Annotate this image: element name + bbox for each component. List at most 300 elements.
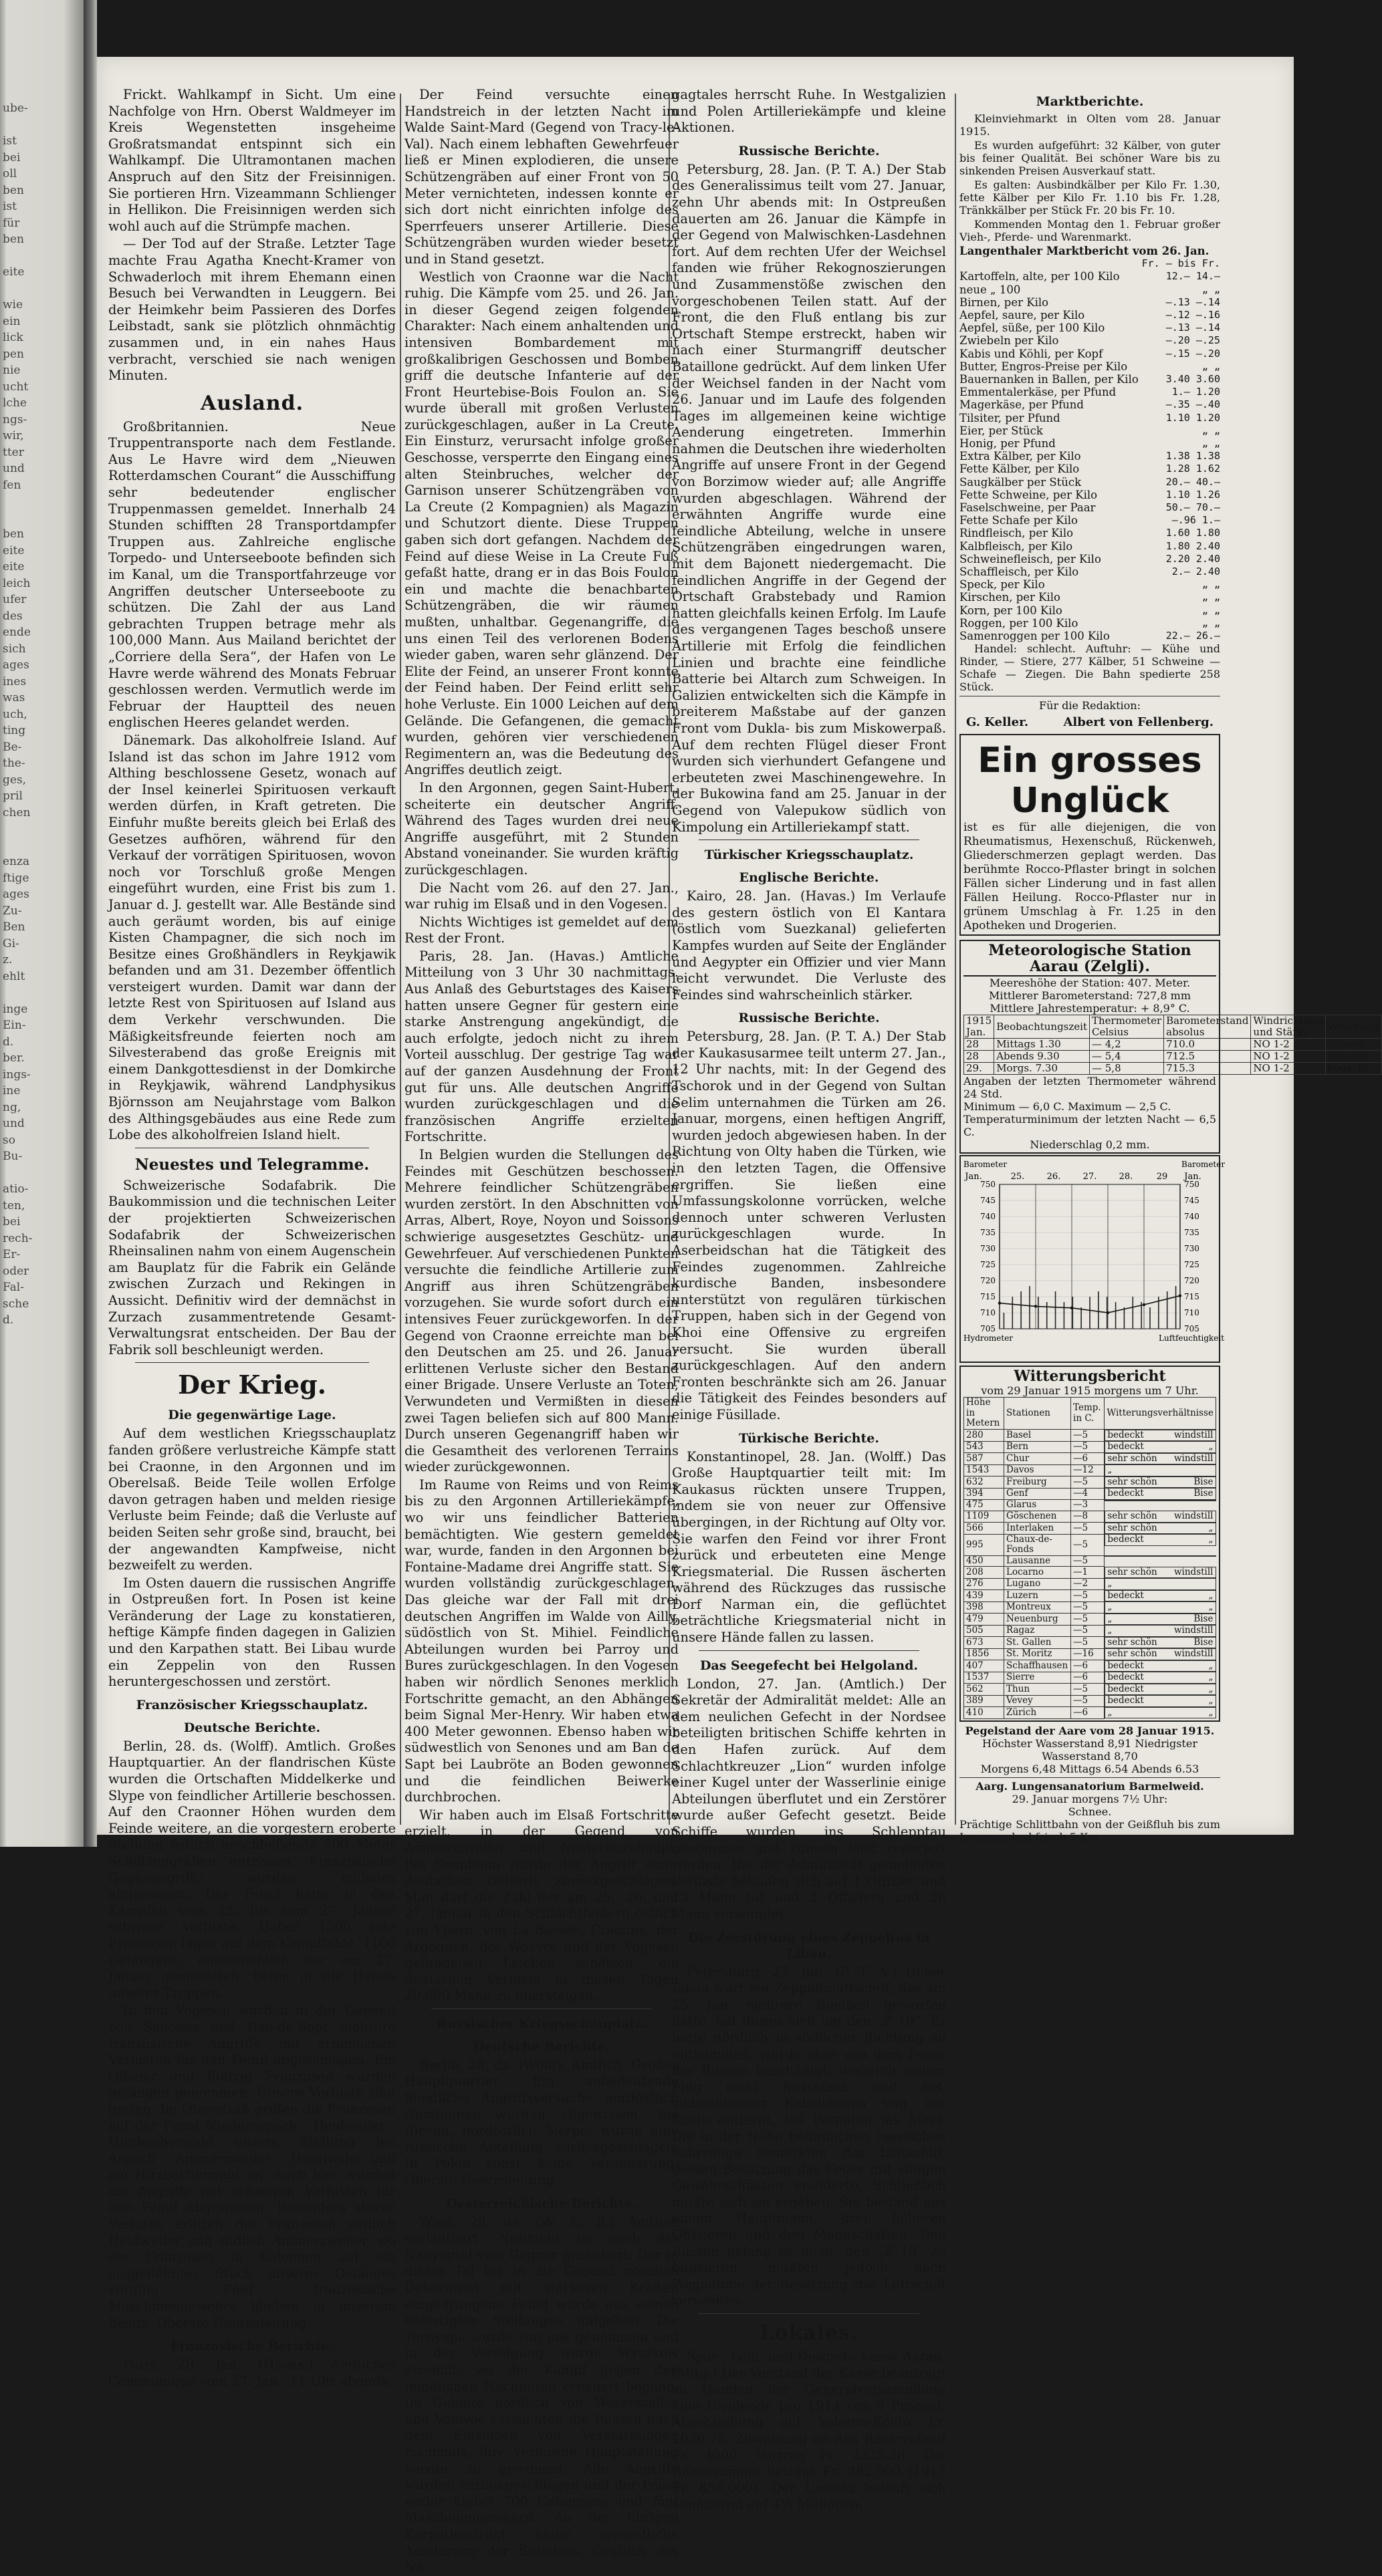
table-cell-part: „ [1208, 1534, 1214, 1545]
market-item-price: „ „ [1201, 591, 1220, 604]
chart-y-tick-left: 740 [980, 1212, 996, 1222]
table-row [964, 1555, 1216, 1567]
table-header-cell: Barometerstand absolus [1164, 1015, 1251, 1039]
table-cell: Göschenen [1004, 1511, 1071, 1523]
market-olten-text: Es wurden aufgeführt: 32 Kälber, von guter bis feiner Qualität. Bei schöner Ware bis zu sinkenden Preisen Ausverkauf statt. [959, 139, 1220, 177]
pegel-title: Pegelstand der Aare vom 28 Januar 1915. [965, 1724, 1215, 1737]
market-item [959, 412, 1220, 424]
subheading-deutsche-berichte: Deutsche Berichte. [183, 1720, 321, 1735]
table-cell: Lausanne [1004, 1555, 1071, 1567]
subheading-lage: Die gegenwärtige Lage. [168, 1408, 336, 1423]
table-cell [1105, 1590, 1216, 1602]
column-4 [959, 87, 1379, 1843]
subheading-russ-kriegsschauplatz: Russischer Kriegsschauplatz. [436, 2016, 647, 2031]
table-cell-part: bedeckt [1107, 1683, 1144, 1694]
article-paris-3uhr: Paris, 28. Jan. (Havas.) Amtliche Mitteilung von 3 Uhr 30 nachmittags. Aus Anlaß des Geburtstages des Kaisers hatten unsere Gegner für gestern eine starke Anstrengung angekündigt, die auch erfolgte, jedoch nicht zu ihrem Vorteil ausschlug. Der gestrige Tag war auf der ganzen Ausdehnung der Front gut für uns. Alle deutschen Angriffe wurden zurückgeschlagen und die französischen Angriffe erzielten Fortschritte. [405, 948, 679, 1145]
weather-station-box [959, 940, 1379, 1154]
table-cell-part: „ [1208, 1601, 1214, 1613]
sanatorium-title: Aarg. Lungensanatorium Barmelweid. [975, 1779, 1204, 1793]
strip-line: nie [3, 364, 21, 377]
table-cell-part: „ [1208, 1522, 1214, 1533]
table-cell: 1109 [964, 1511, 1004, 1523]
table-cell: 28 [964, 1051, 994, 1063]
advertisement-rocco [959, 734, 1220, 936]
market-item-price: —.15 —.20 [1165, 347, 1220, 360]
table-cell [1105, 1453, 1216, 1465]
ad-body: ist es für alle diejenigen, die von Rheumatismus, Hexenschuß, Rückenweh, Gliederschmerzen geplagt werden. Das berühmte Rocco-Pflaster bringt in solchen Fällen sicher Linderung und in fast allen Fällen Heilung. Rocco-Pflaster nur in grünem Umschlag à Fr. 1.25 in den Apotheken und Drogerien. [963, 820, 1216, 932]
market-item [959, 617, 1220, 630]
market-item-name: Fette Kälber, per Kilo [959, 463, 1080, 476]
table-cell [1105, 1578, 1216, 1590]
market-item-name: Korn, per 100 Kilo [959, 604, 1062, 617]
chart-y-tick-left: 750 [980, 1180, 996, 1190]
section-heading-lokales: Lokales. [760, 2321, 858, 2345]
sanatorium-weather: Schnee. [1068, 1805, 1112, 1818]
strip-line: Gi- [3, 936, 19, 950]
article-london: London, 27. Jan. (Amtlich.) Der Sekretär der Admiralität meldet: Alle an dem neulichen Gefecht in der Nordsee beteiligten britischen Schiffe kehrten in den Hafen zurück. Auf dem Schlachtkreuzer „Lion“ wurden infolge einer Kugel unter der Wasserlinie einige Abteilungen überflutet und ein Zerstörer wurde außer Gefecht gesetzt. Beide Schiffe wurden ins Schlepptau genommen und können bald repariert werden. Die der Admiralität gemeldeten Verluste belaufen sich auf 1 Offizier und 13 Mann tot und 3 Offiziere und 26 Mann verwundet. [672, 1676, 946, 1922]
table-row [964, 1488, 1216, 1500]
table-cell-part: „ [1107, 1464, 1113, 1476]
table-cell: —5 [1071, 1590, 1105, 1602]
market-item-name: Roggen, per 100 Kilo [959, 616, 1078, 630]
chart-barometer-segment [1144, 1296, 1180, 1305]
market-item-name: Kirschen, per Kilo [959, 591, 1060, 604]
strip-line: ist [3, 134, 17, 148]
strip-line [3, 510, 80, 527]
witterungsbericht-subtitle: vom 29 Januar 1915 morgens um 7 Uhr. [981, 1384, 1199, 1398]
table-cell-part: „ [1107, 1601, 1113, 1613]
market-item [959, 501, 1220, 514]
table-cell: —5 [1071, 1476, 1105, 1489]
market-item-price: 1.10 1.20 [1165, 411, 1220, 424]
market-item-price: 1.60 1.80 [1165, 527, 1220, 539]
table-cell: — 5,8 [1089, 1063, 1163, 1075]
strip-line: ben [3, 233, 24, 246]
article-elsass: Wir haben auch im Elsaß Fortschritte erzielt, in der Gegend von Ammertzweiler und Niederburnhaupt. Bei Sennheim wurde der Angriff einer deutschen Batterie zurückgeschlagen. Man darf die Zahl der am 25., 26. und 27. Januar in den Schlachtfeldern östlich von Ypern, von La Bassée, Craonne, der Argonnen, der Woevre und der Vogesen gefundenen Leichen schätzen, die deutschen Verluste in diesen Tagen 20,000 Mann zu übersteigen. [405, 1807, 679, 2004]
strip-line: ines [3, 674, 27, 688]
market-handel: Handel: schlecht. Auftuhr: — Kühe und Rinder, — Stiere, 277 Kälber, 51 Schweine — Schafe — Ziegen. Die Bahn spedierte 258 Stück. [959, 642, 1220, 694]
table-cell: —5 [1071, 1625, 1105, 1637]
market-item-price: 22.— 26.— [1165, 630, 1220, 642]
strip-line: oder [3, 1264, 29, 1278]
strip-line: enza [3, 855, 30, 868]
table-header-cell: 1915 Jan. [964, 1015, 994, 1039]
table-cell-part: sehr schön [1107, 1566, 1157, 1577]
table-cell: Chaux-de-Fonds [1004, 1534, 1071, 1555]
market-item-name: Extra Kälber, per Kilo [959, 450, 1081, 463]
chart-y-tick-right: 735 [1184, 1228, 1199, 1238]
strip-line: ng, [3, 1100, 21, 1114]
table-cell: Genf [1004, 1488, 1071, 1500]
subheading-seegefecht: Das Seegefecht bei Helgoland. [699, 1658, 919, 1673]
column-1 [108, 87, 396, 2389]
barometer-chart [961, 1156, 1226, 1357]
chart-barometer-point [1179, 1294, 1181, 1297]
strip-line: ings- [3, 1067, 31, 1081]
redaktion-name-2: Albert von Fellenberg. [1063, 715, 1214, 730]
strip-line: inge [3, 1002, 28, 1016]
strip-line: ben [3, 183, 24, 197]
article-grossbritannien: Großbritannien. Neue Truppentransporte nach dem Festlande. Aus Le Havre wird dem „Nieuwen Rotterdamschen Courant“ die Ausschiffung sehr bedeutender englischer Truppenmassen gemeldet. Innerhalb 24 Stunden schifften 28 Transportdampfer Truppen aus. Zahlreiche englische Torpedo- und Unterseeboote befinden sich im Kanal, um die Transportfahrzeuge vor Angriffen deutscher Unterseeboote zu schützen. Die Zahl der aus Land gebrachten Truppen betrage mehr als 100,000 Mann. Aus Mailand berichtet der „Corriere della Sera“, der Hafen von Le Havre werde während des Monats Februar geschlossen werden. Vermutlich werde im Februar der Hauptteil des neuen englischen Heeres gelandet werden. [108, 418, 396, 731]
table-cell: —5 [1071, 1601, 1105, 1614]
market-olten-title: Kleinviehmarkt in Olten vom 28. Januar 1915. [959, 112, 1220, 138]
strip-line: lick [3, 331, 23, 344]
table-cell: 1543 [964, 1464, 1004, 1476]
strip-line [3, 821, 80, 838]
table-cell-part: „ [1208, 1695, 1214, 1706]
table-cell-part: bedeckt [1107, 1589, 1144, 1601]
table-cell: —5 [1071, 1684, 1105, 1696]
table-header-cell: Thermometer Celsius [1089, 1015, 1163, 1039]
subheading-turk-berichte: Türkische Berichte. [739, 1430, 879, 1446]
table-cell: Lugano [1004, 1578, 1071, 1590]
table-row [964, 1429, 1216, 1441]
market-item-price: 1.10 1.26 [1165, 488, 1220, 501]
market-item [959, 540, 1220, 553]
pegel-readings: Morgens 6,48 Mittags 6.54 Abends 6.53 [980, 1762, 1199, 1775]
subheading-russ-berichte-2: Russische Berichte. [738, 1011, 880, 1026]
table-row [964, 1625, 1216, 1637]
chart-barometer-point [998, 1301, 1001, 1304]
market-item [959, 604, 1220, 617]
market-price-list [959, 270, 1220, 642]
strip-line: Ben [3, 920, 25, 934]
table-cell: —5 [1071, 1429, 1105, 1441]
table-cell-part: Bise [1193, 1613, 1214, 1624]
strip-line: Ein- [3, 1019, 26, 1032]
table-row [964, 1511, 1216, 1523]
market-item [959, 630, 1220, 642]
market-item-name: Emmentalerkäse, per Pfund [959, 386, 1117, 399]
left-page-text [3, 100, 80, 1738]
article-kairo: Kairo, 28. Jan. (Havas.) Im Verlaufe des gestern östlich von El Kantara (östlich vom Suezkanal) gelieferten Kampfes wurden auf Seite der Engländer und Aegypter ein Offizier und vier Mann leicht verwundet. Die Verluste des Feindes sind wahrscheinlich stärker. [672, 888, 946, 1003]
chart-day-label: Jan. [1184, 1172, 1201, 1182]
table-cell [1105, 1464, 1216, 1476]
weather-table-header [964, 1015, 1382, 1039]
weather-note: Minimum — 6,0 C. Maximum — 2,5 C. [963, 1100, 1171, 1114]
chart-barometer-segment [1000, 1303, 1036, 1307]
article-berlin-gumbinnen: Berlin, 28. ds. (Wolff). Amtlich. Großes Hauptquartier. Ein unbedeutende feindliche Angriffsversuche nordöstlich Gumbinnen wurden abgewiesen. Bei Biezun, nordöstlich Sierpc, wurde eine russische Abteilung zurückgeschlagen. In Polen sonst keine Veränderung. Oberste Heeresleitung. [405, 2057, 679, 2188]
table-cell-part: „ [1107, 1578, 1113, 1589]
table-cell: 475 [964, 1500, 1004, 1511]
table-cell: 407 [964, 1660, 1004, 1672]
market-item-name: Aepfel, saure, per Kilo [959, 309, 1085, 322]
market-langenthal-title-text: Langenthaler Marktbericht vom 26. Jan. [959, 245, 1210, 257]
table-cell: Interlaken [1004, 1523, 1071, 1535]
table-cell-part: „ [1107, 1613, 1113, 1624]
market-item [959, 309, 1220, 321]
market-item [959, 463, 1220, 475]
market-item-price: 50.— 70.— [1165, 501, 1220, 514]
table-row [964, 1523, 1216, 1535]
strip-line: ftige [3, 871, 29, 885]
table-cell: —5 [1071, 1614, 1105, 1626]
market-item-price: —.12 —.16 [1165, 309, 1220, 321]
column-3 [672, 87, 946, 2513]
table-cell: —6 [1071, 1672, 1105, 1684]
witterungsbericht-title: Witterungsbericht [1014, 1367, 1166, 1385]
market-item-name: Schaffleisch, per Kilo [959, 565, 1079, 579]
chart-y-tick-right: 715 [1184, 1292, 1199, 1302]
table-row [964, 1441, 1216, 1453]
strip-line: leich [3, 576, 31, 590]
strip-line: uch, [3, 707, 27, 721]
market-item-price: —.96 1.— [1171, 514, 1220, 527]
strip-line: ucht [3, 380, 29, 394]
strip-line: eite [3, 560, 25, 573]
table-cell-part: bedeckt [1107, 1488, 1144, 1499]
market-olten-prices: Es galten: Ausbindkälber per Kilo Fr. 1.30, fette Kälber per Kilo Fr. 1.10 bis Fr. 1.28, Tränkkälber per Stück Fr. 20 bis Fr. 10. [959, 178, 1220, 217]
chart-day-label: 27. [1082, 1172, 1097, 1182]
section-heading-marktberichte: Marktberichte. [1036, 94, 1144, 109]
table-cell: Zürich [1004, 1707, 1071, 1719]
table-cell: 208 [964, 1567, 1004, 1579]
market-olten-next: Kommenden Montag den 1. Februar großer Vieh-, Pferde- und Warenmarkt. [959, 218, 1220, 243]
table-cell: 398 [964, 1601, 1004, 1614]
strip-line: chen [3, 805, 31, 819]
redaktion-name-1: G. Keller. [966, 715, 1029, 730]
barometer-chart-box [959, 1155, 1226, 1363]
market-item-price: 2.— 2.40 [1171, 565, 1220, 578]
book-spine [84, 0, 97, 1847]
table-cell: —3 [1071, 1500, 1105, 1511]
chart-barometer-point [1034, 1305, 1037, 1307]
left-page-strip [0, 0, 84, 1847]
article-petersburg-2: Petersburg, 28. Jan. (P. T. A.) Der Stab der Kaukasusarmee teilt unterm 27. Jan., 12 Uhr nachts, mit: In der Gegend des Tschorok und in der Gegend von Sultan Selim unternahmen die Türken am 26. Januar, morgens, einen heftigen Angriff, wurden jedoch abgewiesen haben. In der Richtung von Olty haben die Türken, wie in den letzten Tagen, die Offensive ergriffen. Sie ließen eine Umfassungskolonne vorrücken, welche dennoch unter schweren Verlusten zurückgeschlagen wurde. In Aserbeidschan hat die Tätigkeit des Feindes zugenommen. Zahlreiche kurdische Banden, insbesondere unterstützt von regulären türkischen Truppen, haben sich in der Gegend von Khoi eine Offensive zu ergreifen versucht. Sie wurden überall zurückgeschlagen. Auf den andern Fronten beschränkte sich am 26. Januar die Tätigkeit des Feindes besonders auf einige Füsillade. [672, 1029, 946, 1422]
weather-note: Temperaturminimum der letzten Nacht — 6,5 C. [963, 1113, 1216, 1139]
market-item-price: 1.80 2.40 [1165, 539, 1220, 552]
market-item-name: Kabis und Köhli, per Kopf [959, 347, 1103, 360]
strip-line: d. [3, 1035, 14, 1049]
table-cell: —6 [1071, 1707, 1105, 1719]
strip-line: ufer [3, 593, 27, 606]
table-cell: —2 [1071, 1578, 1105, 1590]
market-item-name: Fette Schweine, per Kilo [959, 488, 1098, 501]
table-cell: 566 [964, 1523, 1004, 1535]
redaktion-label: Für die Redaktion: [1039, 699, 1141, 713]
market-item [959, 450, 1220, 463]
table-cell: 710.0 [1164, 1039, 1251, 1051]
table-row [964, 1707, 1216, 1719]
chart-day-label: 29 [1156, 1172, 1168, 1182]
market-item-name: Magerkäse, per Pfund [959, 398, 1084, 412]
table-cell-part: sehr schön [1107, 1476, 1157, 1487]
table-cell [1105, 1660, 1216, 1672]
market-item-name: Birnen, per Kilo [959, 295, 1049, 309]
chart-y-tick-left: 745 [980, 1196, 996, 1206]
subheading-zeppelin: Die Zerstörung eines Zeppelins in Libau. [688, 1930, 930, 1961]
divider [699, 2313, 919, 2314]
chart-day-label: 26. [1046, 1172, 1061, 1182]
table-cell-part: Bise [1193, 1636, 1214, 1648]
table-cell: 587 [964, 1453, 1004, 1465]
table-row [964, 1476, 1216, 1489]
table-header-cell: Höhe in Metern [964, 1398, 1004, 1430]
divider [699, 1650, 919, 1651]
subheading-deutsche-berichte: Deutsche Berichte. [473, 2039, 610, 2054]
market-item-name: Rindfleisch, per Kilo [959, 527, 1074, 540]
table-cell-part: Bise [1193, 1476, 1214, 1487]
market-item-name: Eier, per Stück [959, 424, 1043, 437]
table-cell: —8 [1071, 1511, 1105, 1523]
table-cell-part: windstill [1173, 1511, 1214, 1522]
strip-line: oll [3, 167, 17, 180]
market-item-name: neue „ 100 [959, 283, 1021, 296]
table-cell: Mittags 1.30 [994, 1039, 1090, 1051]
strip-line: ehlt [3, 969, 25, 983]
article-fricktal: Frickt. Wahlkampf in Sicht. Um eine Nachfolge von Hrn. Oberst Waldmeyer im Kreis Wegenstetten insgeheime Großratsmandat entspinnt sich ein Wahlkampf. Die Ultramontanen machen Anspruch auf den Sitz der Freisinnigen. Sie portieren Hrn. Vizeammann Schlienger in Hellikon. Die Freisinnigen werden sich wohl auch auf die Strümpfe machen. [108, 87, 396, 234]
subheading-franz-berichte: Französische Berichte. [170, 2339, 334, 2354]
market-item-name: Speck, per Kilo [959, 578, 1045, 592]
table-cell: 1537 [964, 1672, 1004, 1684]
chart-barometer-point [1143, 1303, 1145, 1306]
witterung-table [963, 1397, 1216, 1719]
chart-y-tick-right: 745 [1184, 1196, 1199, 1206]
market-item-name: Samenroggen per 100 Kilo [959, 630, 1110, 643]
article-zeppelin: Petersburg, 27. Jan. (P. T. A.) Ueber Libau warf ein Zeppelinluftschiff, das am 25. Jan. mehrere Bomben geworfen hatte, hat dieses sich um den „Z 19“. Er hatte nördlich in südlicher Richtung zu entkommen, wurde aber von dem Feuer der Russen beschädigt, wodurch seinen Flug nicht fortsetzen und fiel, siebenhundert Kabellängen von der Küste entfernt, bei Pernaten ins Meer. Die in der Nähe befindlichen russischen Fahrzeuge bemerkten das Luftschiff, dessen Besatzung das Feuer mit einigen Gewehrschüssen erwiderte. Schließlich mußte sich sie ergeben. Sie bestand aus einem Hauptmann, drei höheren Offizieren und drei Mannschaften. Den Russen gelang es nicht, den „Z 19“ zu bugsieren, mußten jedoch nach Wegnahme der Besatzung das Luftschiff versenken. [672, 1964, 946, 2309]
table-cell-part: bedeckt [1107, 1534, 1144, 1545]
article-lage-ost: Im Osten dauern die russischen Angriffe in Ostpreußen fort. In Posen ist keine Veränderung der Lage zu konstatieren, heftige Kämpfe finden dagegen in Galizien und den Karpathen statt. Bei Libau wurde ein Zeppelin von den Russen heruntergeschossen und zerstört. [108, 1575, 396, 1690]
strip-line: bei [3, 150, 21, 164]
table-cell [1105, 1488, 1216, 1500]
chart-barometer-point [1107, 1311, 1109, 1314]
article-petersburg-1: Petersburg, 28. Jan. (P. T. A.) Der Stab des Generalissimus teilt vom 27. Januar, zehn Uhr abends mit: In Ostpreußen dauerten am 26. Januar die Kämpfe in der Gegend von Malwischken-Lasdehnen fort. Auf dem rechten Ufer der Weichsel fanden wie früher Rekognoszierungen und Zusammenstöße zwischen den vorgeschobenen Teilen statt. Auf der Front, die den Fluß entlang bis zur Ortschaft Stempe erstreckt, haben wir nach einer Sturmangriff deutscher Bataillone gedrückt. Auf dem linken Ufer der Weichsel fanden in der Nacht vom 26. Januar und im Laufe des folgenden Tages im allgemeinen keine wichtige Aenderung eingetreten. Immerhin nahmen die Deutschen ihre wiederholten Angriffe auf unsere Front in der Gegend von Borzimow wieder auf; alle Angriffe wurden abgeschlagen. Während der erwähnten Angriffe wurde eine feindliche Abteilung, welche in unsere Schützengräben eingedrungen waren, mit dem Bajonett niedergemacht. Die feindlichen Angriffe in der Gegend der Ortschaft Grabstebady und Ramion hatten gleichfalls keinen Erfolg. Im Laufe des vergangenen Tages beschoß unsere Artillerie mit Erfolg die feindlichen Linien und brachte eine feindliche Batterie bei Altarch zum Schweigen. In Galizien entwickelten sich die Kämpfe in breiterem Maßstabe auf der ganzen Front vom Dukla- bis zum Miskowerpaß. Auf dem rechten Flügel dieser Front wurden sich vierhundert Gefangene und erbeuteten zwei Maschinengewehre. In der Bukowina fand am 25. Januar in der Gegend von Valepukow südlich von Kimpolung ein Artilleriekampf statt. [672, 161, 946, 835]
article-lage-west: Auf dem westlichen Kriegsschauplatz fanden größere verlustreiche Kämpfe statt bei Craonne, in den Argonnen und im Oberelsaß. Beide Teile wollen Erfolge davon getragen haben und melden riesige Verluste beim Feinde; daß die Verluste auf beiden Seiten sehr große sind, braucht, bei der angewandten Kampfweise, nicht bezweifelt zu werden. [108, 1426, 396, 1573]
divider [959, 1777, 1220, 1778]
table-row [964, 1534, 1216, 1555]
strip-line: rech- [3, 1231, 33, 1245]
strip-line: ende [3, 626, 31, 639]
table-cell: —6 [1071, 1453, 1105, 1465]
column-2 [405, 87, 679, 2575]
chart-y-tick-right: 740 [1184, 1212, 1199, 1222]
strip-line [3, 248, 80, 265]
market-item-name: Saugkälber per Stück [959, 475, 1082, 489]
chart-footer-left: Hydrometer [963, 1333, 1014, 1343]
chart-y-tick-left: 730 [980, 1244, 996, 1254]
market-item-name: Tilsiter, per Pfund [959, 411, 1060, 424]
strip-line: sche [3, 1297, 29, 1311]
table-header-cell: Windrichtung und Stärke [1251, 1015, 1325, 1039]
table-cell [1105, 1555, 1216, 1557]
strip-line: des [3, 609, 23, 623]
article-saint-mard: Der Feind versuchte einen Handstreich in der letzten Nacht im Walde Saint-Mard (Gegend von Tracy-le-Val). Nach einem lebhaften Gewehrfeuer ließ er Minen explodieren, die unsere Schützengräben auf einer Front von 50 Meter vernichteten, indessen konnte er sich dort nicht einrichten infolge des Sperrfeuers unserer Artillerie. Diese Schützengräben wurden wieder besetzt und in Stand gesetzt. [405, 87, 679, 267]
weather-observation-table [963, 1015, 1382, 1075]
table-row [964, 1614, 1216, 1626]
strip-line: atio- [3, 1182, 29, 1196]
table-row [964, 1660, 1216, 1672]
table-cell: 632 [964, 1476, 1004, 1489]
table-cell: —5 [1071, 1441, 1105, 1453]
table-row [964, 1464, 1216, 1476]
table-cell [1105, 1707, 1216, 1719]
table-header-cell: Stationen [1004, 1398, 1071, 1430]
market-item [959, 321, 1220, 334]
weather-station-title: Meteorologische Station Aarau (Zelgli). [963, 942, 1216, 977]
market-item [959, 334, 1220, 347]
article-sodafabrik: Schweizerische Sodafabrik. Die Baukommission und die technischen Leiter der projektierten Schweizerischen Sodafabrik der Schweizerischen Rheinsalinen nahm von einem Augenschein am Bauplatz für die Fabrik ein Gelände zwischen Zurzach und Rekingen in Aussicht. Definitiv wird der demnächst in Zurzach zusammentretende Gesamt-Verwaltungsrat entscheiden. Der Bau der Fabrik soll beschleunigt werden. [108, 1177, 396, 1358]
table-cell: Basel [1004, 1429, 1071, 1441]
table-cell: bedeckt [1325, 1063, 1381, 1075]
table-cell [1105, 1637, 1216, 1649]
table-cell: Chur [1004, 1453, 1071, 1465]
chart-y-tick-left: 715 [980, 1292, 996, 1302]
table-cell: 1856 [964, 1648, 1004, 1660]
market-item-name: Zwiebeln per Kilo [959, 334, 1059, 348]
market-item [959, 283, 1220, 296]
table-header-cell: Beobachtungszeit [994, 1015, 1090, 1039]
article-tod-strasse: — Der Tod auf der Straße. Letzter Tage machte Frau Agatha Knecht-Kramer von Schwaderloch mit ihrem Ehemann einen Besuch bei Verwandten in Leuggern. Bei der Heimkehr beim Passieren des Dorfes Leibstadt, sank sie plötzlich ohnmächtig zusammen und, in ein nahes Haus verbracht, verschied sie nach wenigen Minuten. [108, 236, 396, 384]
market-item [959, 270, 1220, 283]
market-item-price: 1.— 1.20 [1171, 386, 1220, 398]
table-row [964, 1063, 1382, 1075]
table-cell: —12 [1071, 1464, 1105, 1476]
table-cell [1105, 1441, 1216, 1453]
table-cell: Freiburg [1004, 1476, 1071, 1489]
table-cell-part: sehr schön [1107, 1452, 1157, 1464]
strip-line: Zu- [3, 904, 22, 918]
strip-line: ein [3, 314, 21, 328]
market-item-price: 1.28 1.62 [1165, 463, 1220, 475]
table-cell: 562 [964, 1684, 1004, 1696]
article-daenemark: Dänemark. Das alkoholfreie Island. Auf Island ist das schon im Jahre 1912 vom Althing beschlossene Gesetz, wonach auf der Insel keinerlei Spirituosen verkauft werden dürfen, in Kraft getreten. Die Einfuhr mußte bereits gleich bei Erlaß des Gesetzes aufhören, während für den Verkauf der vorrätigen Spirituosen, wovon noch vor Torschluß große Mengen eingeführt wurden, eine Frist bis zum 1. Januar d. J. gestellt war. Alle Bestände sind auch geräumt worden, bis auf einige Kisten Champagner, die sich noch im Besitze eines Großhändlers in Reykjawik befanden und am 31. Dezember öffentlich versteigert wurden. Damit war dann der letzte Rest von Spirituosen auf Island aus dem Verkehr verschwunden. Die Mäßigkeitsfreunde feierten noch am Silvesterabend das große Ereignis mit einem Dankgottesdienst in der Domkirche in Reykjawik, während Landphysikus Björnsson am Neujahrstage vom Balkon des Althingsgebäudes aus eine Rede zum Lobe des alkoholfreien Island hielt. [108, 732, 396, 1143]
chart-y-tick-right: 705 [1184, 1324, 1199, 1334]
strip-line [3, 1165, 80, 1182]
table-cell-part: „ [1107, 1706, 1113, 1718]
subheading-russ-berichte: Russische Berichte. [738, 143, 880, 158]
table-cell [1105, 1567, 1216, 1579]
table-cell: 505 [964, 1625, 1004, 1637]
strip-line: wie [3, 298, 23, 311]
article-sparkasse: Spar-, Leih- und Diskonto-Kasse Aarau. (Mitg.) Der Vorstand der Kasse beantragt zu Handen der Generalversammlung eine Dividende pro 1914 von 5 Prozent, Abschreibung auf Valoren-Konto Fr. 1036.75, Zuweisung an den Reservefond Fr. 4000, Vortrag Fr. 2325.28. Die Bilanzsumme beträgt Fr. 882,000 (1913 Fr. 855,000). Der Umsatz beläuft sich annähernd auf 4½ Millionen. [672, 2349, 946, 2513]
table-cell: 28 [964, 1039, 994, 1051]
divider [135, 1362, 369, 1363]
market-langenthal-title [959, 245, 1220, 257]
table-cell: —4 [1071, 1488, 1105, 1500]
strip-line: ube- [3, 102, 28, 115]
table-cell [1105, 1476, 1216, 1489]
market-item-name: Fette Schafe per Kilo [959, 514, 1078, 527]
strip-line: sich [3, 642, 26, 656]
market-item-name: Kalbfleisch, per Kilo [959, 539, 1073, 553]
weather-station-line: Mittlerer Barometerstand: 727,8 mm [989, 989, 1191, 1003]
strip-line: so [3, 1133, 15, 1147]
column-rule [955, 94, 956, 1825]
chart-y-tick-right: 720 [1184, 1276, 1199, 1286]
table-cell: Schnee [1325, 1039, 1381, 1051]
market-item-name: Honig, per Pfund [959, 437, 1056, 450]
strip-line [3, 838, 80, 854]
table-cell: Glarus [1004, 1500, 1071, 1511]
table-cell: Bern [1004, 1441, 1071, 1453]
table-cell: 394 [964, 1488, 1004, 1500]
table-cell [1105, 1695, 1216, 1707]
table-cell: —16 [1071, 1648, 1105, 1660]
chart-y-tick-right: 725 [1184, 1260, 1199, 1270]
market-item [959, 296, 1220, 309]
strip-line: ben [3, 527, 24, 541]
table-cell: —6 [1071, 1660, 1105, 1672]
strip-line: und [3, 1117, 25, 1130]
market-item [959, 348, 1220, 360]
strip-line: fen [3, 478, 21, 492]
table-cell [1105, 1523, 1216, 1535]
table-cell: — 4,2 [1089, 1039, 1163, 1051]
market-item-price: 3.40 3.60 [1165, 373, 1220, 386]
market-price-header: Fr. — bis Fr. [1141, 257, 1220, 270]
table-cell [1105, 1625, 1216, 1637]
chart-y-tick-left: 720 [980, 1276, 996, 1286]
